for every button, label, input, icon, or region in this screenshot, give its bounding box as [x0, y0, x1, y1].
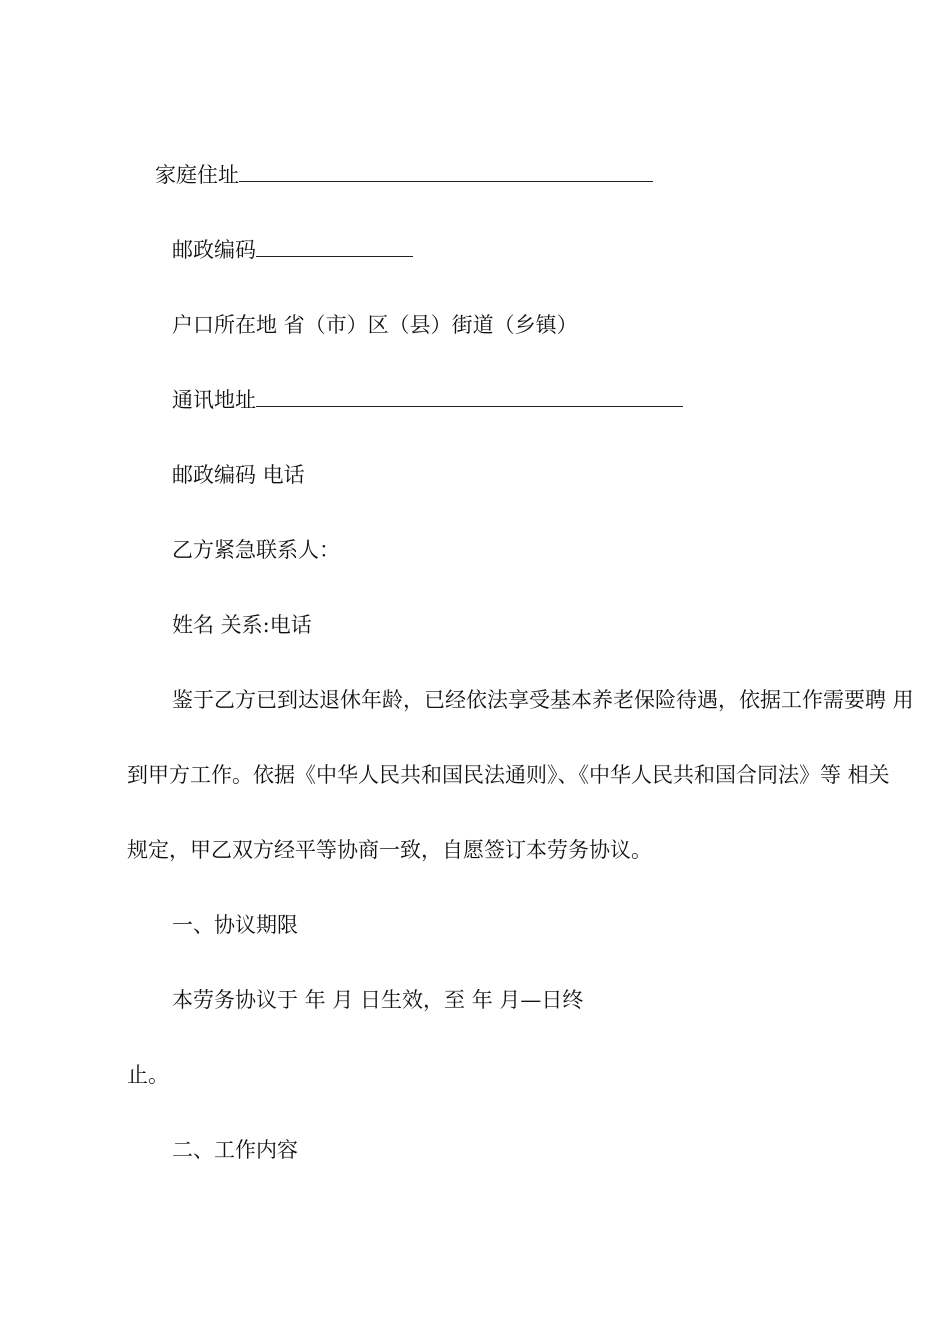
term-line-1: 本劳务协议于 年 月 日生效，至 年 月—日终: [172, 988, 584, 1012]
preamble-line-1: 鉴于乙方已到达退休年龄，已经依法享受基本养老保险待遇，依据工作需要聘 用: [172, 688, 914, 712]
postal-phone-line: 邮政编码 电话: [172, 463, 305, 487]
term-line-2: 止。: [127, 1063, 169, 1087]
home-address-blank: [239, 161, 653, 182]
emergency-contact-heading: 乙方紧急联系人：: [172, 538, 340, 562]
preamble-line-2: 到甲方工作。依据《中华人民共和国民法通则》、《中华人民共和国合同法》等 相关: [127, 763, 890, 787]
postal-code-line-1: [172, 236, 413, 264]
postal-code-label: 邮政编码: [172, 238, 256, 262]
mailing-address-line: [172, 386, 683, 414]
home-address-line: [155, 161, 653, 189]
postal-code-blank: [256, 236, 413, 257]
mailing-address-label: 通讯地址: [172, 388, 256, 412]
name-relation-phone-line: 姓名 关系:电话: [172, 613, 312, 637]
hukou-line: 户口所在地 省（市）区（县）街道（乡镇）: [172, 313, 578, 337]
preamble-line-3: 规定，甲乙双方经平等协商一致，自愿签订本劳务协议。: [127, 838, 652, 862]
home-address-label: 家庭住址: [155, 163, 239, 187]
section-1-title: 一、协议期限: [172, 913, 298, 937]
section-2-title: 二、工作内容: [172, 1138, 298, 1162]
mailing-address-blank: [256, 386, 683, 407]
